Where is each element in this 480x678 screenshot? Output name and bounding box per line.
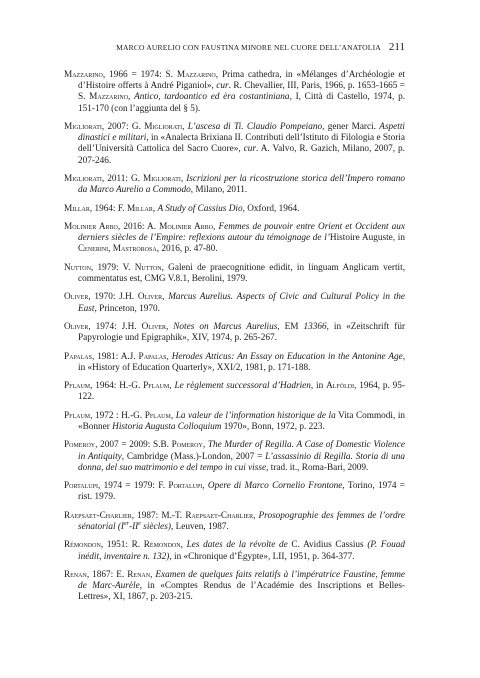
italic-text: (P. Fouad inédit, inventaire n. 132) — [78, 540, 405, 562]
italic-text: L’ascesa di Ti. Claudio Pompeiano, — [187, 122, 325, 132]
author-name: Portalupi — [168, 481, 203, 492]
entry-text: . A. Valvo, R. Gazich, Milano, 2007, p. 207-246. — [78, 144, 405, 166]
entry-text: gener Marci. — [324, 122, 380, 132]
entry-text: , Torino, 1974 = rist. 1979. — [78, 481, 405, 503]
author-name: Oliver — [137, 292, 163, 303]
entry-text: , — [150, 569, 156, 580]
author-name: Oliver — [141, 321, 166, 332]
italic-text: -II — [129, 521, 139, 532]
italic-text: Le règlement successoral d’Hadrien — [174, 381, 311, 392]
bibliography-entry — [64, 481, 405, 503]
bibliography-entry — [64, 322, 405, 344]
entry-text: , Galeni de praecognitione edidit, in linguam Anglicam vertit, commentatus est, CMG V.8.1, Berolini, 1979. — [78, 262, 406, 284]
italic-text: Femmes de pouvoir entre Orient et Occident aux derniers siècles de l’Empire: reflexions autour du témoignage de l’ — [78, 221, 406, 244]
author-name: Mazzarino — [89, 92, 129, 103]
entry-text: 1970», Bonn, 1972, p. 223. — [221, 421, 325, 432]
bibliography-entry — [64, 204, 405, 215]
entry-text: , 1974: J.H. — [88, 321, 142, 332]
italic-text: Historia Augusta Colloquium — [112, 421, 222, 432]
italic-text: siècles) — [140, 521, 171, 532]
author-name: Pomeroy — [64, 440, 96, 451]
italic-text: er — [124, 520, 129, 527]
author-name: Pflaum — [64, 410, 91, 421]
entry-text: , — [162, 292, 169, 303]
page-header — [64, 41, 405, 53]
entry-text: , — [166, 351, 172, 362]
entry-text: , 2011: G. — [101, 174, 143, 184]
author-name: Rémondon — [64, 540, 101, 551]
italic-text: Prosopographie des femmes de l’ordre sénatorial (I — [78, 510, 406, 532]
entry-text: , 2016, p. 47-80. — [156, 244, 218, 255]
entry-text: , — [253, 510, 259, 521]
author-name: Migliorati — [64, 174, 102, 184]
entry-text: , 1972 : H.-G. — [90, 410, 145, 421]
bibliography-entry — [64, 511, 405, 533]
author-name: Molinier Arbo — [64, 221, 118, 232]
italic-text: Notes on Marcus Aurelius — [173, 321, 278, 332]
entry-text: , in «Analecta Brixiana II. Contributi dell’Istituto di Filologia e Storia dell’Università Cattolica del Sacro Cuore», — [78, 133, 405, 155]
entry-text: , — [202, 481, 208, 492]
entry-text: , trad. it., Roma-Bari, 2009. — [266, 462, 369, 473]
italic-text: Marcus Aurelius. Aspects of Civic and Cultural Policy in the East — [78, 292, 405, 314]
author-name: Molinier Arbo — [159, 221, 214, 232]
bibliography-list — [64, 70, 405, 611]
author-name: Pflaum — [143, 381, 170, 392]
bibliography-entry — [64, 222, 405, 256]
entry-text: , 1964: F. — [89, 203, 127, 214]
entry-text: , Princeton, 1970. — [94, 303, 160, 314]
entry-text: , in «Comptes Rendus de l’Académie des Inscriptions et Belles-Lettres», XI, 1867, p. 203-215. — [78, 581, 405, 603]
entry-text: , 1951: R. — [100, 540, 144, 551]
italic-text: Examen de quelques faits relatifs à l’impératrice Faustine, femme de Marc-Aurèle — [78, 569, 405, 592]
italic-text: Antico, tardoantico ed èra costantiniana — [134, 92, 290, 103]
author-name: Oliver — [64, 321, 89, 332]
entry-text: , — [169, 381, 175, 392]
entry-text: , 1974 = 1979: F. — [97, 481, 169, 492]
author-name: Renan — [127, 569, 151, 580]
author-name: Pflaum — [144, 410, 171, 421]
entry-text: C. Avidius Cassius — [287, 540, 368, 551]
entry-text: , — [213, 221, 219, 232]
italic-text: Les dates de la révolte de — [186, 540, 288, 551]
italic-text: A Study of Cassius Dio — [157, 203, 243, 214]
entry-text: , in «Zeitschrift für Papyrologie und Epigraphik», XIV, 1974, p. 265-267. — [78, 321, 406, 344]
author-name: Nutton — [64, 262, 91, 273]
author-name: Cenerini, Mastrorosa — [78, 244, 157, 255]
bibliography-entry — [64, 263, 405, 285]
bibliography-entry — [64, 352, 405, 374]
entry-text: , Prima cathedra, in «Mélanges d’Archéologie et d’Histoire offerts à André Piganiol», — [78, 70, 405, 92]
entry-text: Vita Commodi, in «Bonner — [78, 410, 406, 432]
italic-text: Aspetti dinastici e militari — [78, 122, 405, 144]
author-name: Mazzarino — [176, 70, 216, 80]
entry-text: , in «Chronique d’Égypte», LII, 1951, p. 364-377. — [169, 551, 355, 562]
entry-text: , — [165, 321, 174, 332]
entry-text: , 2007: G. — [101, 122, 145, 132]
entry-text: , 2007 = 2009: S.B. — [95, 440, 172, 451]
bibliography-entry — [64, 174, 405, 196]
entry-text: , 1970: J.H. — [88, 292, 138, 303]
entry-text: , — [128, 92, 135, 103]
entry-text: . R. Chevallier, III, Paris, 1966, p. 1653-1665 = S. — [78, 81, 405, 103]
author-name: Pflaum — [64, 381, 91, 392]
entry-text: , — [170, 410, 176, 421]
author-name: Millar — [126, 203, 153, 214]
entry-text: , 2016: A. — [117, 221, 160, 232]
entry-text: Histoire Auguste, in — [329, 233, 405, 244]
italic-text: The Murder of Regilla. A Case of Domestic Violence in Antiquity — [78, 440, 405, 462]
entry-text: , Milano, 2011. — [190, 185, 248, 196]
italic-text: 13366 — [303, 321, 327, 332]
entry-text: , I, Città di Castello, 1974, p. 151-170 (con l’aggiunta del § 5). — [78, 92, 406, 114]
author-name: Migliorati — [142, 174, 181, 184]
author-name: Papalas — [64, 351, 92, 362]
author-name: Migliorati — [144, 122, 183, 132]
entry-text: , — [182, 122, 188, 132]
author-name: Raepsaet-Charlier — [185, 510, 254, 521]
author-name: Pomeroy — [171, 440, 203, 451]
entry-text: , 1964, p. 95-122. — [78, 381, 405, 403]
bibliography-entry — [64, 292, 405, 314]
entry-text: , Cambridge (Mass.)-London, 2007 = — [121, 451, 266, 462]
author-name: Rémondon — [143, 540, 181, 551]
italic-text: cur — [216, 81, 229, 92]
entry-text: , — [180, 174, 187, 184]
entry-text: , Leuven, 1987. — [170, 521, 229, 532]
entry-text: , Oxford, 1964. — [242, 203, 300, 214]
bibliography-entry — [64, 540, 405, 562]
author-name: Nutton — [134, 262, 162, 273]
entry-text: , in «History of Education Quarterly», XXI/2, 1981, p. 171-188. — [78, 351, 406, 373]
running-head: MARCO AURELIO CON FAUSTINA MINORE NEL CUORE DELL’ANATOLIA — [116, 43, 381, 52]
italic-text: Iscrizioni per la ricostruzione storica dell’Impero romano da Marco Aurelio a Commodo — [78, 174, 405, 196]
entry-text: , 1987: M.-T. — [131, 510, 186, 521]
author-name: Papalas — [138, 351, 167, 362]
italic-text: Herodes Atticus: An Essay on Education in the Antonine Age — [171, 351, 403, 362]
entry-text: , 1981: A.J. — [91, 351, 139, 362]
entry-text: , — [152, 203, 158, 214]
bibliography-entry — [64, 570, 405, 604]
italic-text: cur — [243, 144, 256, 155]
italic-text: e — [138, 520, 141, 527]
bibliography-entry — [64, 381, 405, 403]
entry-text: , in — [310, 381, 327, 392]
author-name: Renan — [64, 569, 87, 580]
author-name: Raepsaet-Charlier — [64, 510, 132, 521]
author-name: Migliorati — [64, 122, 102, 132]
author-name: Portalupi — [64, 481, 98, 492]
author-name: Mazzarino — [64, 70, 103, 80]
entry-text: , EM — [277, 321, 304, 332]
author-name: Oliver — [64, 292, 89, 303]
bibliography-entry — [64, 440, 405, 474]
bibliography-entry — [64, 122, 405, 167]
italic-text: La valeur de l’information historique de la — [175, 410, 336, 421]
bibliography-entry — [64, 411, 405, 433]
entry-text: , — [202, 440, 208, 451]
entry-text: , 1979: V. — [90, 262, 135, 273]
page-number: 211 — [388, 41, 405, 53]
bibliography-entry — [64, 70, 405, 115]
entry-text: , 1964: H.-G. — [90, 381, 144, 392]
entry-text: , — [180, 540, 187, 551]
italic-text: L’assassinio di Regilla. Storia di una donna, del suo matrimonio e del tempo in cui visse — [78, 451, 405, 473]
author-name: Alföldi — [326, 381, 355, 392]
entry-text: , 1966 = 1974: S. — [102, 70, 177, 80]
entry-text: , 1867: E. — [86, 569, 128, 580]
author-name: Millar — [64, 203, 90, 214]
italic-text: Opere di Marco Cornelio Frontone — [207, 481, 343, 492]
